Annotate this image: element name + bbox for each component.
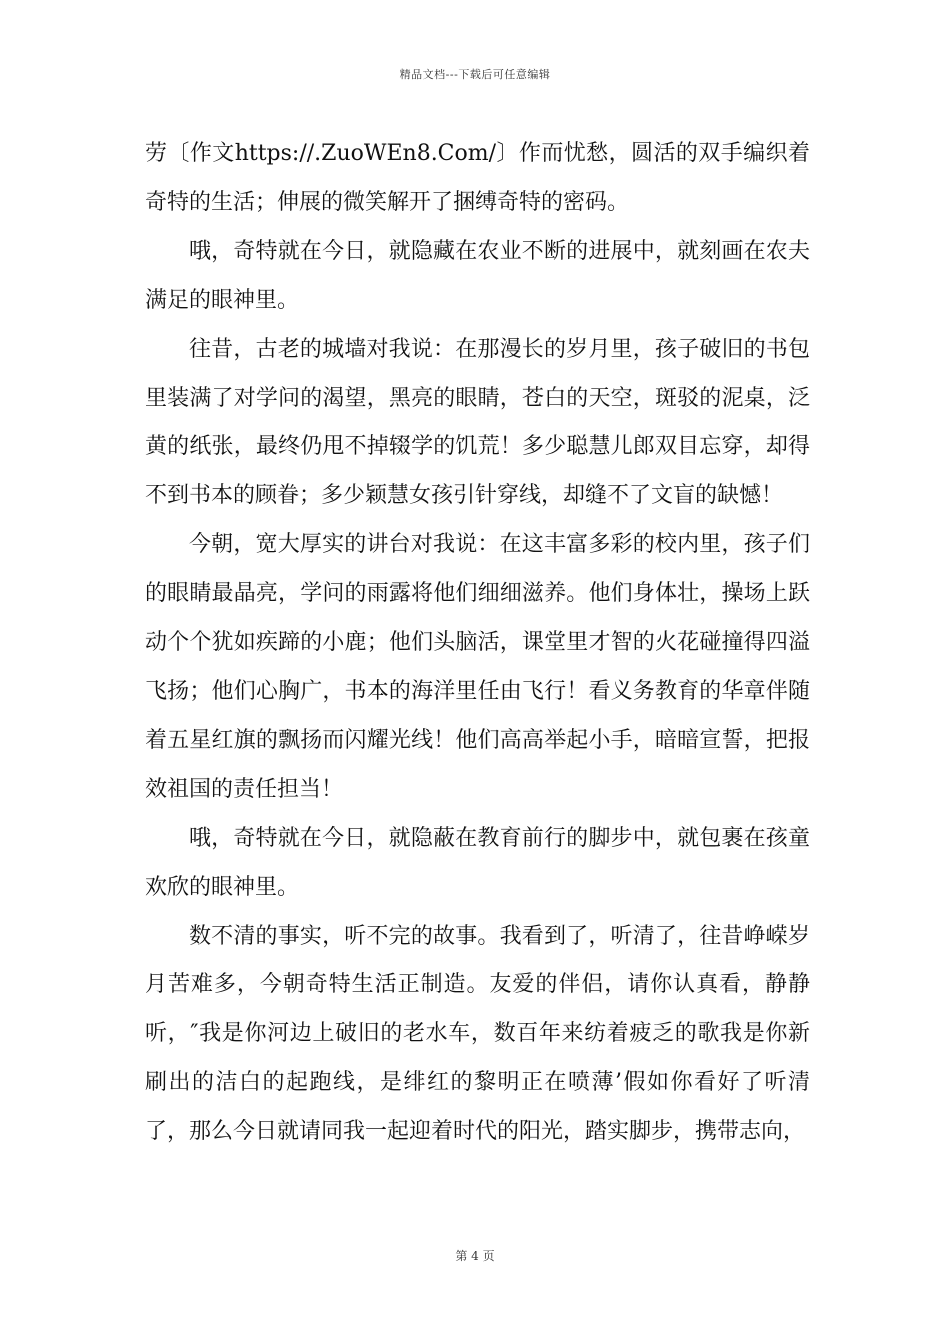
paragraph: 今朝，宽大厚实的讲台对我说：在这丰富多彩的校内里，孩子们的眼睛最晶亮，学问的雨露将他们细细滋养。他们身体壮，操场上跃动个个犹如疾蹄的小鹿；他们头脑活，课堂里才智的火花碰撞得四溢飞扬；他们心胸广，书本的海洋里任由飞行！看义务教育的华章伴随着五星红旗的飘扬而闪耀光线！他们高高举起小手，暗暗宣誓，把报效祖国的责任担当！: [145, 532, 810, 802]
paragraph: 劳〔作文https://.ZuoWEn8.Com/〕作而忧愁，圆活的双手编织着奇特的生活；伸展的微笑解开了捆缚奇特的密码。: [145, 141, 810, 215]
document-body: [145, 130, 810, 1157]
page-header: 精品文档---下载后可任意编辑: [399, 68, 551, 81]
paragraph: 哦，奇特就在今日，就隐蔽在教育前行的脚步中，就包裹在孩童欢欣的眼神里。: [145, 825, 810, 900]
paragraph: 数不清的事实，听不完的故事。我看到了，听清了，往昔峥嵘岁月苦难多，今朝奇特生活正制造。友爱的伴侣，请你认真看，静静听，″我是你河边上破旧的老水车，数百年来纺着疲乏的歌我是你新刷出的洁白的起跑线，是绯红的黎明正在喷薄’假如你看好了听清了，那么今日就请同我一起迎着时代的阳光，踏实脚步，携带志向，: [145, 923, 810, 1145]
paragraph: 往昔，古老的城墙对我说：在那漫长的岁月里，孩子破旧的书包里装满了对学问的渴望，黑亮的眼睛，苍白的天空，斑驳的泥桌，泛黄的纸张，最终仍甩不掉辍学的饥荒！多少聪慧儿郎双目忘穿，却得不到书本的顾眷；多少颖慧女孩引针穿线，却缝不了文盲的缺憾！: [145, 336, 810, 509]
page-number: 第 4 页: [455, 1249, 495, 1263]
paragraph: 哦，奇特就在今日，就隐藏在农业不断的进展中，就刻画在农夫满足的眼神里。: [145, 238, 810, 313]
